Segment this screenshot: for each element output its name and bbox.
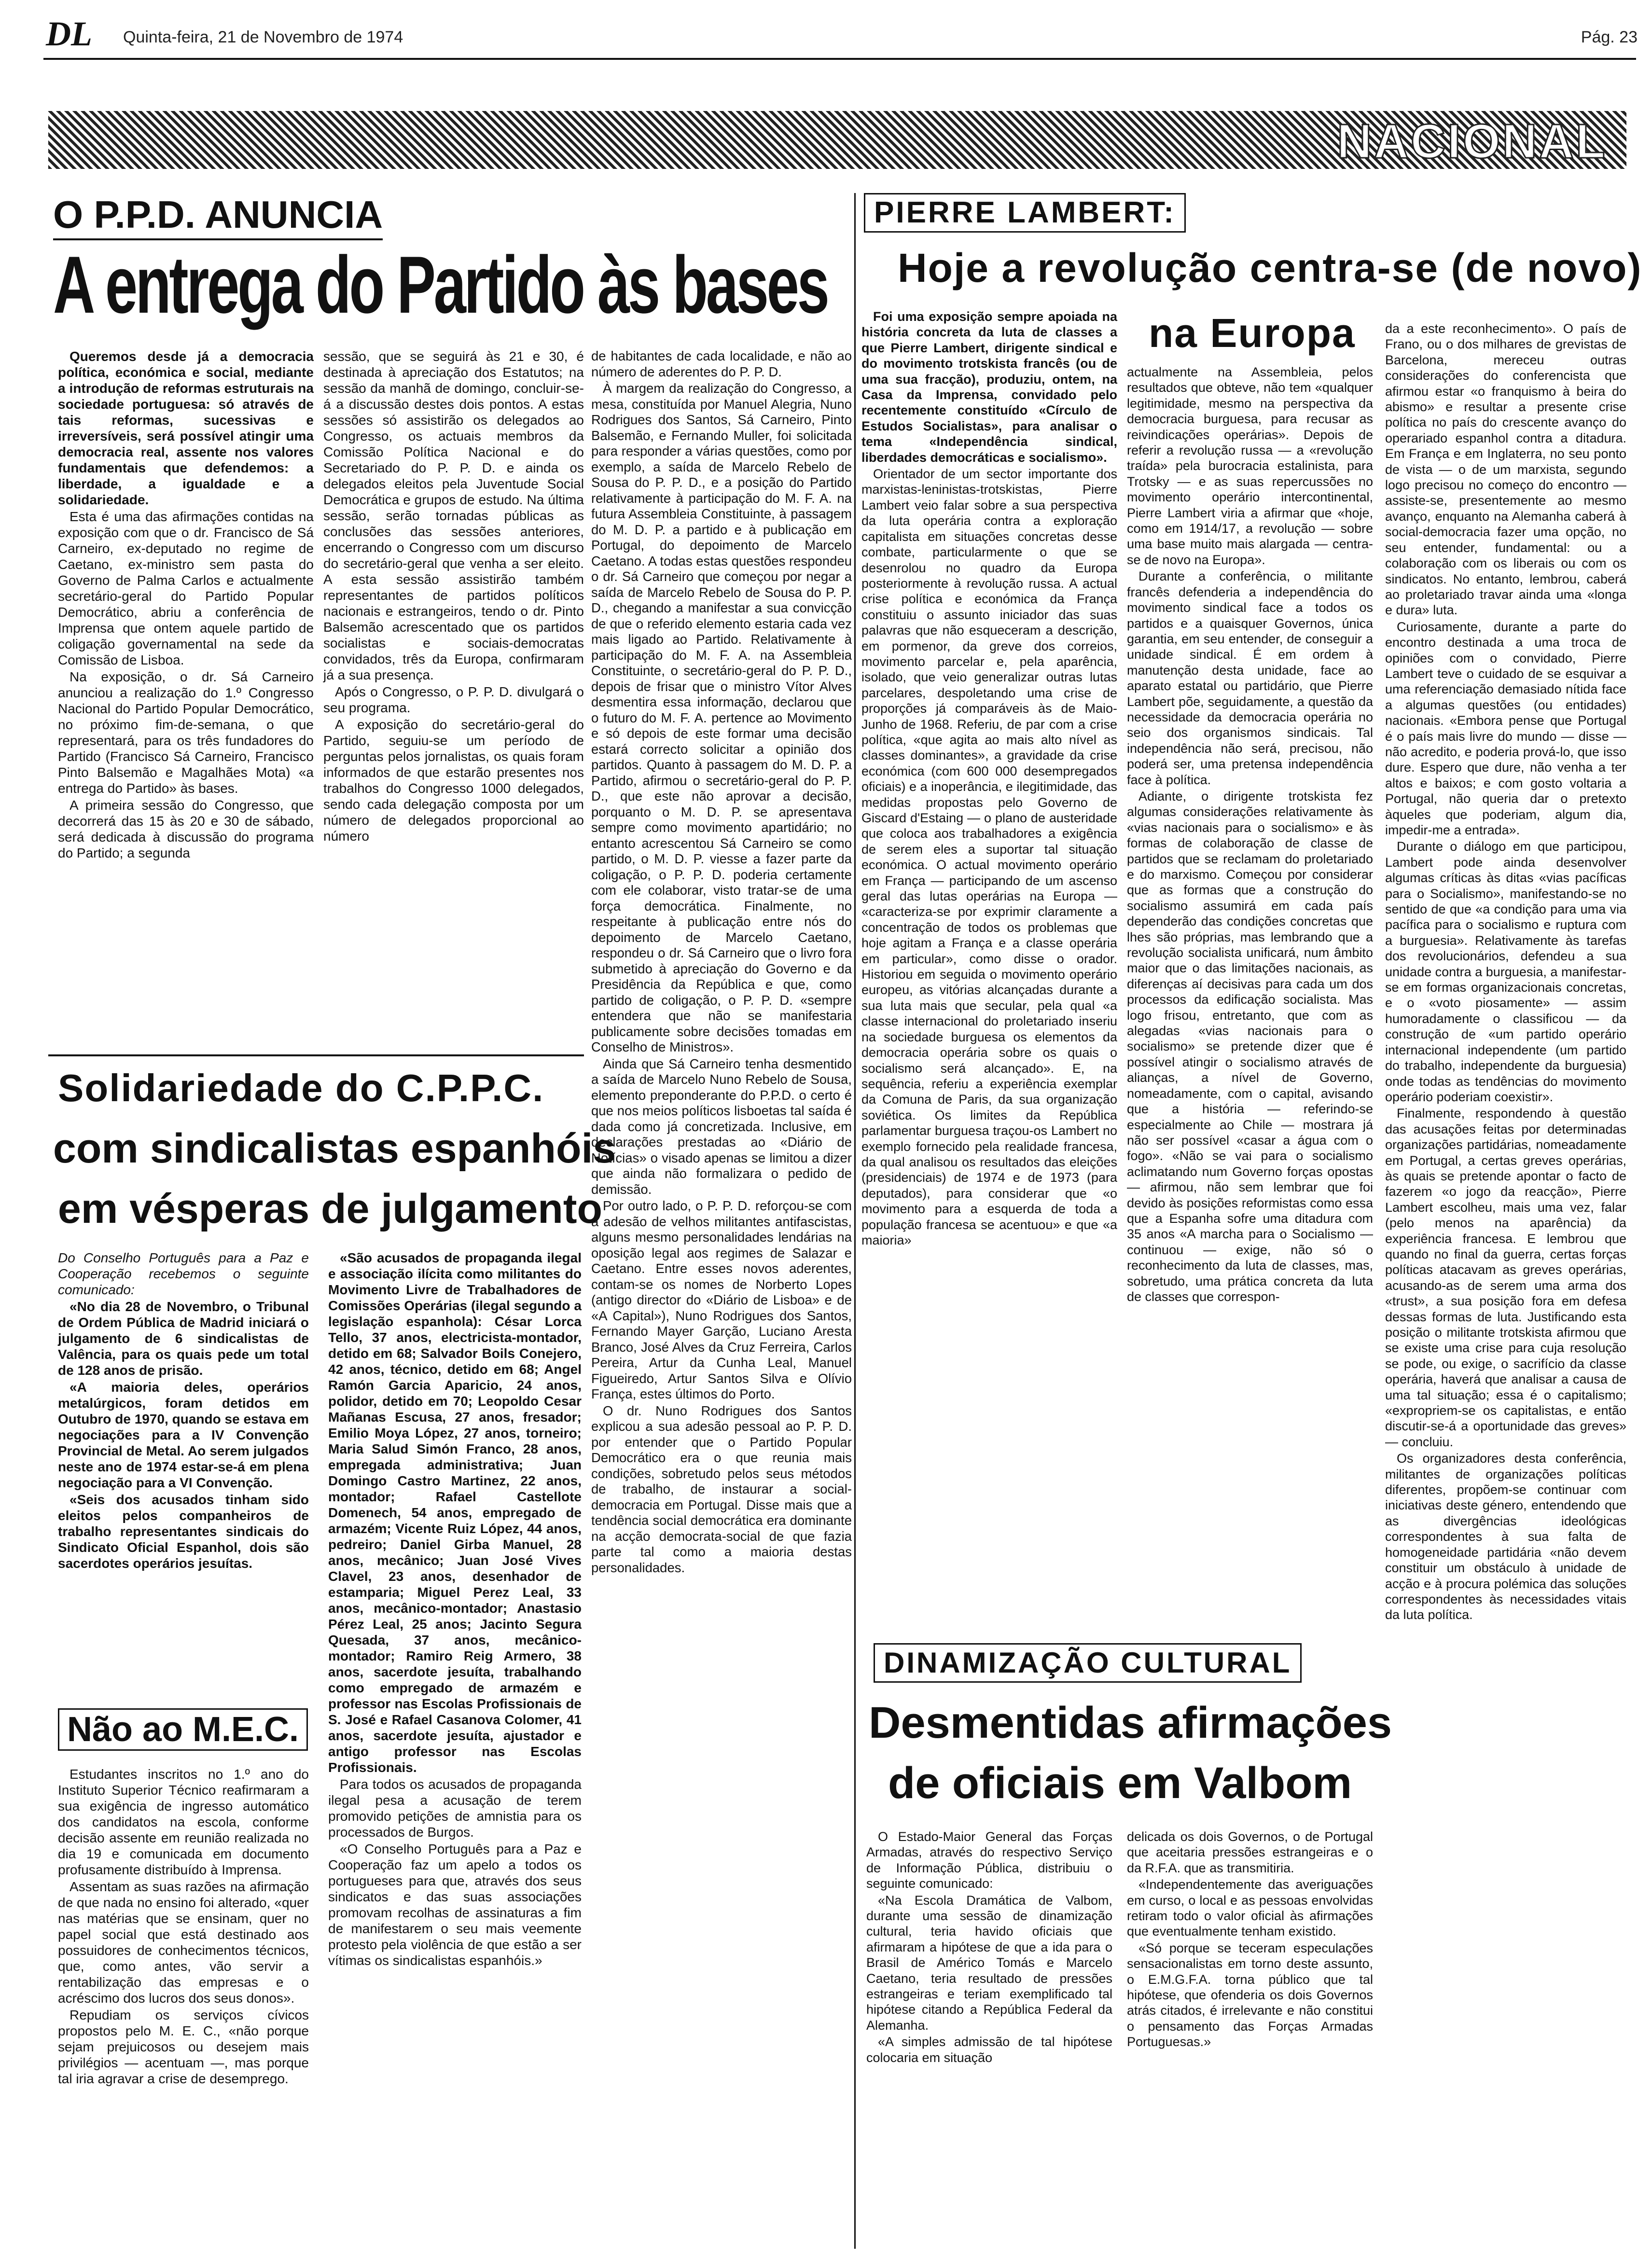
lambert-paragraph: Finalmente, respondendo à questão das acusações feitas por determinadas organizações partidárias, nomeadamente em Portugal, a certas greves operárias, às quais se pretende apontar o facto de fazerem «o jogo da reacção», Pierre Lambert escolheu, mais uma vez, falar (pelo menos na aparência) da experiência francesa. E lembrou que quando no final da guerra, certas forças políticas atacavam as greves operárias, acusando-as de serem uma arma dos «trust», a sua posição fora em defesa dessas formas de luta. Justificando esta posição o militante trotskista afirmou que se existe uma crise para cuja resolução se pode, ou exige, o sacrifício da classe operária, haverá que analisar a causa de uma tal situação; essa é o capitalismo; «expropriem-se os capitalistas, e então discutir-se-á a oportunidade das greves» — concluiu. xyxy=(1385,1106,1626,1449)
ppd-paragraph: Por outro lado, o P. P. D. reforçou-se com a adesão de velhos militantes antifascistas, alguns mesmo personalidades lendárias na oposição legal aos regimes de Salazar e Caetano. Entre esses novos aderentes, contam-se os nomes de Norberto Lopes (antigo director do «Diário de Lisboa» e de «A Capital»), Nuno Rodrigues dos Santos, Fernando Mayer Garção, Luciano Aresta Branco, José Alves da Cruz Ferreira, Carlos Pereira, Artur da Cunha Leal, Manuel Figueiredo, Artur Santos Silva e Olívio França, estes últimos do Porto. xyxy=(591,1198,852,1401)
lambert-paragraph: da a este reconhecimento». O país de Frano, ou o dos milhares de grevistas de Barcelona, mereceu outras considerações do conferencista que afirmou estar «o franquismo à beira do abismo» e resultar a presente crise política no país do crescente avanço do operariado espanhol contra a ditadura. Em França e em Inglaterra, no seu ponto de vista — o de um marxista, segundo logo precisou no começo do encontro — assiste-se, presentemente ao mesmo avanço, enquanto na Alemanha caberá à social-democracia fazer uma opção, no seu entender, fundamental: ou a colaboração com os liberais ou com os sindicatos. No entanto, lembrou, caberá ao proletariado travar ainda uma «longa e dura» luta. xyxy=(1385,321,1626,618)
ppd-headline: A entrega do Partido às bases xyxy=(53,239,828,330)
cppc-paragraph: «O Conselho Português para a Paz e Cooperação faz um apelo a todos os portugueses para que, através dos seus sindicatos e das suas associações promovam recolhas de assinaturas a fim de manifestarem o seu mais veemente protesto pela violência de que estão a ser vítimas os sindicalistas espanhóis.» xyxy=(328,1841,582,1968)
mec-headline: Não ao M.E.C. xyxy=(58,1708,308,1751)
cppc-paragraph: Para todos os acusados de propaganda ilegal pesa a acusação de terem promovido petições de amnistia para os processados de Burgos. xyxy=(328,1777,582,1840)
ppd-paragraph: A exposição do secretário-geral do Partido, seguiu-se um período de perguntas pelos jornalistas, os quais foram informados de que estarão presentes nos trabalhos do Congresso 1000 delegados, sendo cada delegação composta por um número de delegados proporcional ao número xyxy=(323,717,584,844)
cultural-paragraph: delicada os dois Governos, o de Portugal que aceitaria pressões estrangeiras e o da R.F.A. que as transmitiria. xyxy=(1127,1829,1373,1875)
newspaper-logo: DL xyxy=(46,14,92,53)
lambert-paragraph: actualmente na Assembleia, pelos resultados que obteve, não tem «qualquer legitimidade, mesmo na perspectiva da democracia burguesa, para recusar as reivindicações operárias». Depois de referir a revolução russa — a «revolução traída» pela burocracia estalinista, para Trotsky — e as suas repercussões no movimento operário intercontinental, Pierre Lambert viria a afirmar que «hoje, como em 1914/17, a revolução — sobre uma base muito mais alargada — centra-se de novo na Europa». xyxy=(1127,365,1373,567)
lambert-column-2 xyxy=(1127,364,1373,1305)
ppd-paragraph: sessão, que se seguirá às 21 e 30, é destinada à apreciação dos Estatutos; na sessão da manhã de domingo, concluir-se-á a discussão destes dois pontos. A estas sessões só assistirão os delegados ao Congresso, os actuais membros da Comissão Política Nacional e do Secretariado do P. P. D. e ainda os delegados eleitos pela Juventude Social Democrática e grupos de estudo. Na última sessão, serão tornadas públicas as conclusões das sessões anteriores, encerrando o Congresso com um discurso do secretário-geral que venha a ser eleito. A esta sessão assistirão também representantes de partidos políticos nacionais e estrangeiros, tendo o dr. Pinto Balsemão acrescentado que os partidos socialistas e sociais-democratas convidados, três da Europa, confirmaram já a sua presença. xyxy=(323,349,584,682)
lambert-paragraph: Durante o diálogo em que participou, Lambert pode ainda desenvolver algumas críticas às ditas «vias pacíficas para o Socialismo», manifestando-se no sentido de que «a condição para uma via pacífica para o socialismo e ruptura com a burguesia». Relativamente às tarefas dos revolucionários, defendeu a sua unidade contra a burguesia, a manifestar-se em formas organizacionais concretas, e o «voto piosamente» — assim humoradamente o classificou — da construção de «um partido operário internacional independente (um partido do trabalho, independente da burguesia) onde todas as tendências do movimento operário poderiam coexistir». xyxy=(1385,839,1626,1104)
cppc-column-1 xyxy=(58,1250,309,1572)
mec-paragraph: Estudantes inscritos no 1.º ano do Instituto Superior Técnico reafirmaram a sua exigência de ingresso automático dos candidatos na escola, conforme decisão assente em reunião realizada no dia 19 e comunicada em documento profusamente distribuído à Imprensa. xyxy=(58,1767,309,1877)
cppc-paragraph: «Seis dos acusados tinham sido eleitos pelos companheiros de trabalho representantes sindicais do Sindicato Oficial Espanhol, dois são sacerdotes operários jesuítas. xyxy=(58,1492,309,1571)
ppd-paragraph: Na exposição, o dr. Sá Carneiro anunciou a realização do 1.º Congresso Nacional do Partido Popular Democrático, no próximo fim-de-semana, o que representará, para os três fundadores do Partido (Francisco Sá Carneiro, Francisco Pinto Balsemão e Magalhães Mota) «a entrega do Partido» às bases. xyxy=(58,669,314,796)
cultural-paragraph: «Independentemente das averiguações em curso, o local e as pessoas envolvidas retiram todo o valor oficial às afirmações que eventualmente tenham existido. xyxy=(1127,1877,1373,1939)
cppc-paragraph: «No dia 28 de Novembro, o Tribunal de Ordem Pública de Madrid iniciará o julgamento de 6 sindicalistas de Valência, para os quais pede um total de 128 anos de prisão. xyxy=(58,1299,309,1378)
cultural-paragraph: «Só porque se teceram especulações sensacionalistas em torno deste assunto, o E.M.G.F.A. torna público que tal hipótese, que ofenderia os dois Governos atrás citados, é irrelevante e não constitui o pensamento das Forças Armadas Portuguesas.» xyxy=(1127,1940,1373,2049)
lambert-lead: Foi uma exposição sempre apoiada na história concreta da luta de classes a que Pierre Lambert, dirigente sindical e do movimento trotskista francês (ou de uma sua fracção), produziu, ontem, na Casa da Imprensa, convidado pelo recentemente constituído «Círculo de Estudos Socialistas», para analisar o tema «Independência sindical, liberdades democráticas e socialismo». xyxy=(861,309,1117,465)
lambert-paragraph: Orientador de um sector importante dos marxistas-leninistas-trotskistas, Pierre Lambert veio falar sobre a sua perspectiva da luta operária contra a exploração capitalista em situações concretas desse combate, particularmente o que se desenrolou no quadro da Europa posteriormente à revolução russa. A actual crise política e económica da França constituiu o assunto iniciador das suas palavras que não esqueceram a descrição, em pormenor, da greve dos correios, movimento parcelar e, pela aparência, isolado, que veio generalizar outras lutas parcelares, despoletando uma crise de proporções já comparáveis às de Maio-Junho de 1968. Referiu, de par com a crise política, «que agita ao mais alto nível as classes dominantes», a gravidade da crise económica (com 600 000 desempregados oficiais) e a inoperância, e ilegitimidade, das medidas propostas pelo Governo de Giscard d'Estaing — o plano de austeridade que coloca aos trabalhadores a exigência de serem eles a suportar tal situação económica. O actual movimento operário em França — participando de um ascenso geral das lutas operárias na Europa — «caracteriza-se por exprimir claramente a concentração de todos os problemas que hoje agitam a França e a classe operária em particular», como disse o orador. Historiou em seguida o movimento operário europeu, as vitórias alcançadas durante a sua luta mais que secular, pela qual «a classe internacional do proletariado inseriu na sociedade burguesa os elementos da democracia operária sobre os quais o socialismo será alcançado». E, na sequência, referiu a experiência exemplar da Comuna de Paris, da sua organização soviética. Os limites da República parlamentar burguesa traçou-os Lambert no exemplo fornecido pela realidade francesa, da qual analisou os resultados das eleições (presidenciais) de 1974 e de 1973 (para deputados), para considerar que «o movimento para a esquerda de toda a população francesa se acentuou» e que «a maioria» xyxy=(861,467,1117,1247)
cppc-paragraph: «A maioria deles, operários metalúrgicos, foram detidos em Outubro de 1970, quando se estava em negociações para a IV Convenção Provincial de Metal. Ao serem julgados neste ano de 1974 estar-se-á em plena negociação para a VI Convenção. xyxy=(58,1380,309,1490)
ppd-paragraph: de habitantes de cada localidade, e não ao número de aderentes do P. P. D. xyxy=(591,348,852,379)
cultural-paragraph: «Na Escola Dramática de Valbom, durante uma sessão de dinamização cultural, teria havido oficiais que afirmaram a hipótese de que a ida para o Brasil de Américo Tomás e Marcelo Caetano, teria resultado de pressões estrangeiras e teriam exemplificado tal hipótese citando a República Federal da Alemanha. xyxy=(866,1893,1112,2033)
ppd-paragraph: A primeira sessão do Congresso, que decorrerá das 15 às 20 e 30 de sábado, será dedicada à discussão do programa do Partido; a segunda xyxy=(58,798,314,860)
issue-date: Quinta-feira, 21 de Novembro de 1974 xyxy=(123,28,403,46)
cultural-column-2 xyxy=(1127,1829,1373,2051)
ppd-column-3 xyxy=(591,348,852,1577)
cultural-paragraph: O Estado-Maior General das Forças Armadas, através do respectivo Serviço de Informação Pública, distribuiu o seguinte comunicado: xyxy=(866,1829,1112,1891)
ppd-paragraph: À margem da realização do Congresso, a mesa, constituída por Manuel Alegria, Nuno Rodrigues dos Santos, Sá Carneiro, Pinto Balsemão, e Fernando Muller, foi solicitada para responder a várias questões, como por exemplo, a saída de Marcelo Rebelo de Sousa do P. P. D., e a posição do Partido relativamente à participação do M. F. A. na futura Assembleia Constituinte, à passagem do M. D. P. a partido e à publicação em Portugal, do depoimento de Marcelo Caetano. A todas estas questões respondeu o dr. Sá Carneiro que começou por negar a saída de Marcelo Rebelo de Sousa do P. P. D., chegando a manifestar a sua convicção de que o referido elemento estaria cada vez mais ligado ao Partido. Relativamente à participação do M. F. A. na Assembleia Constituinte, o secretário-geral do P. P. D., depois de frisar que o ministro Vítor Alves desmentira essa informação, declarou que o futuro do M. F. A. pertence ao Movimento e só depois de este formar uma decisão estará correcto solicitar a opinião dos partidos. Quanto à passagem do M. D. P. a Partido, afirmou o secretário-geral do P. P. D., que este não aprovar a decisão, porquanto o M. D. P. se apresentava sempre como movimento apartidário; no entanto acrescentou Sá Carneiro se como partido, o M. D. P. viesse a fazer parte da coligação, o P. P. D. poderia certamente com ele colaborar, visto tratar-se de uma força democrática. Finalmente, no respeitante à publicação entre nós do depoimento de Marcelo Caetano, respondeu o dr. Sá Carneiro que o livro fora submetido à apreciação do Governo e da Presidência da República e que, como partido de coligação, o P. P. D. «sempre entendera que não se manifestaria publicamente sobre decisões tomadas em Conselho de Ministros». xyxy=(591,381,852,1054)
cppc-intro: Do Conselho Português para a Paz e Cooperação recebemos o seguinte comunicado: xyxy=(58,1250,309,1297)
cultural-headline-2: de oficiais em Valbom xyxy=(888,1758,1352,1808)
cultural-paragraph: «A simples admissão de tal hipótese colocaria em situação xyxy=(866,2035,1112,2065)
cppc-paragraph: «São acusados de propaganda ilegal e associação ilícita como militantes do Movimento Livre de Trabalhadores de Comissões Operárias (ilegal segundo a legislação espanhola): César Lorca Tello, 37 anos, electricista-montador, detido em 68; Salvador Boils Conejero, 42 anos, técnico, detido em 68; Angel Ramón Garcia Aparicio, 24 anos, polidor, detido em 70; Leopoldo Cesar Mañanas Escusa, 27 anos, fresador; Emilio Moya López, 27 anos, torneiro; Maria Salud Simón Franco, 28 anos, empregada administrativa; Juan Domingo Castro Martinez, 22 anos, montador; Rafael Castellote Domenech, 54 anos, empregado de armazém; Vicente Ruiz López, 44 anos, pedreiro; Daniel Girba Manuel, 28 anos, mecânico; Juan José Vives Clavel, 23 anos, desenhador de estamparia; Miguel Perez Leal, 33 anos, mecânico-montador; Anastasio Pérez Leal, 25 anos; Jacinto Segura Quesada, 37 anos, mecânico-montador; Ramiro Reig Armero, 38 anos, sacerdote jesuíta, trabalhando como empregado de armazém e professor nas Escolas Profissionais de S. José e Rafael Casanova Colomer, 41 anos, sacerdote jesuíta, ajustador e antigo professor nas Escolas Profissionais. xyxy=(328,1250,582,1775)
page-number: Pág. 23 xyxy=(1581,28,1638,46)
ppd-paragraph: Após o Congresso, o P. P. D. divulgará o seu programa. xyxy=(323,684,584,715)
lambert-column-3 xyxy=(1385,321,1626,1624)
lambert-kicker: PIERRE LAMBERT: xyxy=(864,193,1186,233)
cppc-headline-3: em vésperas de julgamento xyxy=(58,1186,602,1232)
ppd-paragraph: Ainda que Sá Carneiro tenha desmentido a saída de Marcelo Nuno Rebelo de Sousa, elemento preponderante do P.P.D. o certo é que nos meios políticos lisboetas tal saída é dada como já concretizada. Inclusive, em declarações prestadas ao «Diário de Notícias» o visado apenas se limitou a dizer que ainda não formalizara o pedido de demissão. xyxy=(591,1056,852,1197)
ppd-lead: Queremos desde já a democracia política, económica e social, mediante a introdução de reformas estruturais na sociedade portuguesa: só através de tais reformas, sucessivas e irreversíveis, será possível atingir uma democracia real, assente nos valores fundamentais que defendemos: a liberdade, a igualdade e a solidariedade. xyxy=(58,349,314,507)
mec-column xyxy=(58,1766,309,2088)
lambert-paragraph: Adiante, o dirigente trotskista fez algumas considerações relativamente às «vias nacionais para o socialismo» e às formas de colaboração de classe de partidos que se reclamam do proletariado e do marxismo. Começou por considerar que as formas que a construção do socialismo assumirá em cada país dependerão das condições concretas que lhes são próprias, mas lembrando que a revolução socialista unificará, num âmbito maior que o das limitações nacionais, as diferenças aí decisivas para cada um dos processos da edificação socialista. Mas logo frisou, entretanto, que com as alegadas «vias nacionais para o socialismo» se pretende dizer que é possível atingir o socialismo através de alianças, a nível de Governo, nomeadamente, com o capital, avisando que a história — referindo-se especialmente ao Chile — mostrara já não ser possível «casar a água com o fogo». «Não se vai para o socialismo aclimatando num Governo forças opostas — afirmou, não sem lembrar que foi devido às posições reformistas como essa que a Espanha sofre uma ditadura com 35 anos «A marcha para o Socialismo — continuou — exige, não só o reconhecimento da luta de classes, mas, sobretudo, uma prática concreta da luta de classes que correspon- xyxy=(1127,789,1373,1304)
mec-paragraph: Repudiam os serviços cívicos propostos pelo M. E. C., «não porque sejam prejuicosos ou desejem mais privilégios — acentuam —, mas porque tal iria agravar a crise de desemprego. xyxy=(58,2007,309,2086)
mec-paragraph: Assentam as suas razões na afirmação de que nada no ensino foi alterado, «quer nas matérias que se ensinam, quer no papel social que está destinado aos possuidores de conhecimentos técnicos, que, como antes, vão servir a rentabilização das empresas e o acréscimo dos lucros dos seus donos». xyxy=(58,1879,309,2006)
ppd-column-1 xyxy=(58,348,314,862)
lambert-paragraph: Curiosamente, durante a parte do encontro destinada a uma troca de opiniões com o convidado, Pierre Lambert teve o cuidado de se esquivar a uma referenciação demasiado nítida face a algumas questões (ou entidades) nacionais. «Embora pense que Portugal é o país mais livre do mundo — disse — não acredito, e poderia prová-lo, que isso dure. Espero que dure, não venha a ter altos e baixos; e com gosto voltaria a Portugal, não queria dar o pretexto àqueles que poderiam, algum dia, impedir-me a entrada». xyxy=(1385,619,1626,837)
cppc-column-2 xyxy=(328,1250,582,1969)
cultural-headline-1: Desmentidas afirmações xyxy=(869,1698,1392,1747)
cppc-headline-2: com sindicalistas espanhóis xyxy=(53,1125,616,1172)
lambert-paragraph: Durante a conferência, o militante francês defenderia a independência do movimento sindical face a todos os partidos e a quaisquer Governos, única garantia, em seu entender, de conseguir a unidade sindical. É em ordem à manutenção desta unidade, face ao aparato estatal ou partidário, que Pierre Lambert põe, seguidamente, a questão da necessidade da democracia operária no seio dos organismos sindicais. Tal independência não será, precisou, não poderá ser, uma pretensa independência face à política. xyxy=(1127,569,1373,787)
section-band xyxy=(48,111,1626,169)
column-divider xyxy=(854,193,856,2249)
lambert-paragraph: Os organizadores desta conferência, militantes de organizações políticas diferentes, propõem-se continuar com iniciativas deste género, entendendo que as divergências ideológicas correspondentes à sua falta de homogeneidade partidária «não devem constituir um obstáculo à unidade de acção e à procura polémica das soluções correspondentes às necessidades vitais da luta política. xyxy=(1385,1451,1626,1622)
cppc-headline-1: Solidariedade do C.P.P.C. xyxy=(58,1066,544,1109)
ppd-paragraph: Esta é uma das afirmações contidas na exposição com que o dr. Francisco de Sá Carneiro, ex-deputado no regime de Caetano, ex-ministro sem pasta do Governo de Palma Carlos e actualmente secretário-geral do Partido Popular Democrático, abriu a conferência de Imprensa que ontem aquele partido de coligação governamental na sede da Comissão de Lisboa. xyxy=(58,509,314,667)
section-label: NACIONAL xyxy=(1337,114,1607,168)
cultural-column-1 xyxy=(866,1829,1112,2066)
cultural-kicker: DINAMIZAÇÃO CULTURAL xyxy=(874,1643,1302,1683)
ppd-column-2 xyxy=(323,348,584,845)
ppd-kicker: O P.P.D. ANUNCIA xyxy=(53,193,383,240)
lambert-headline-1: Hoje a revolução centra-se (de novo) xyxy=(898,245,1642,291)
ppd-bottom-rule xyxy=(48,1054,584,1056)
masthead-rule xyxy=(43,58,1636,60)
lambert-headline-2: na Europa xyxy=(1149,310,1356,356)
lambert-column-1 xyxy=(861,309,1117,1249)
ppd-paragraph: O dr. Nuno Rodrigues dos Santos explicou a sua adesão pessoal ao P. P. D. por entender que o Partido Popular Democrático era o que reunia mais condições, sobretudo pelos seus métodos de trabalho, de instaurar a social-democracia em Portugal. Disse mais que a tendência social democrática era dominante na acção democrata-social de que fazia parte tal como a maioria destas personalidades. xyxy=(591,1403,852,1575)
